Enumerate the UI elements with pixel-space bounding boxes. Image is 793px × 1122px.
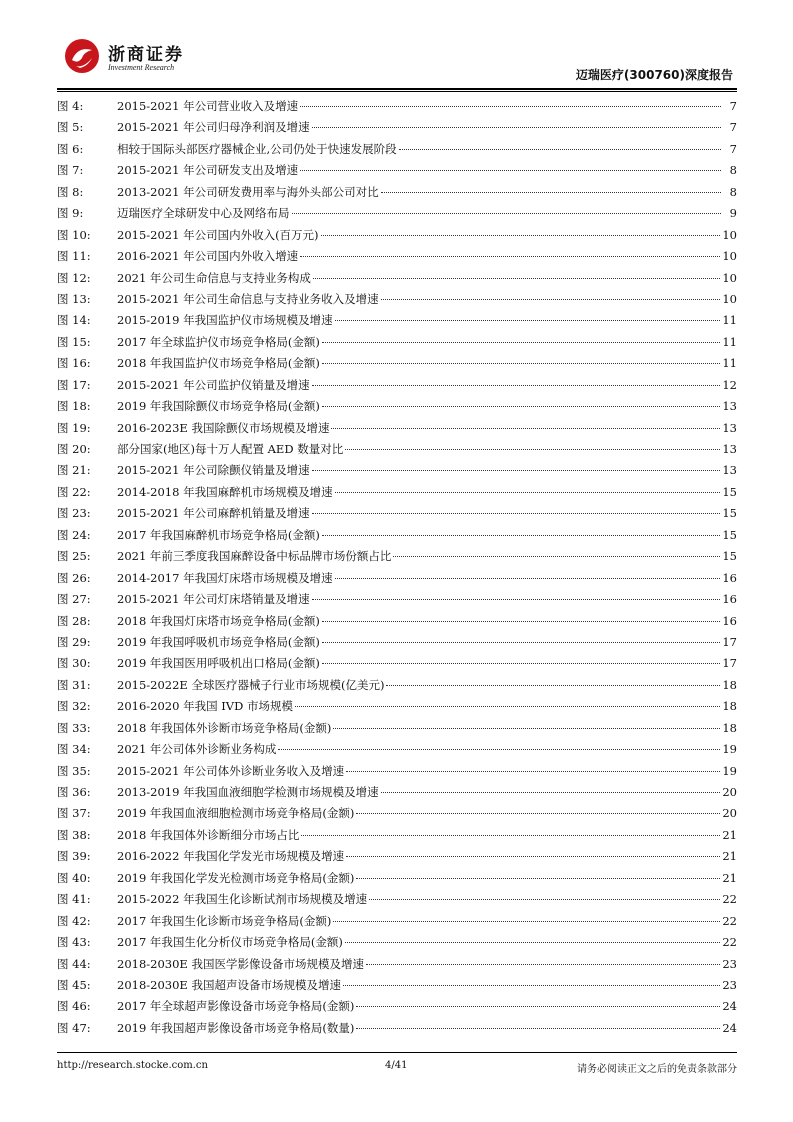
toc-page-number: 19 xyxy=(722,763,737,778)
toc-leader-dots xyxy=(300,170,721,171)
toc-figure-title: 2015-2021 年公司监护仪销量及增速 xyxy=(117,377,310,392)
toc-figure-number: 图 12: xyxy=(57,270,91,285)
toc-figure-number: 图 29: xyxy=(57,634,91,649)
toc-figure-number: 图 8: xyxy=(57,184,84,199)
toc-entry[interactable] xyxy=(57,977,737,998)
toc-entry[interactable] xyxy=(57,655,737,676)
toc-leader-dots xyxy=(346,771,720,772)
toc-figure-number: 图 5: xyxy=(57,120,84,135)
toc-figure-title: 2017 年我国麻醉机市场竞争格局(金额) xyxy=(117,527,320,542)
toc-leader-dots xyxy=(381,192,721,193)
toc-page-number: 24 xyxy=(722,1020,737,1035)
toc-figure-title: 2019 年我国除颤仪市场竞争格局(金额) xyxy=(117,399,320,414)
zheshang-logo-icon xyxy=(64,38,100,74)
toc-leader-dots xyxy=(292,213,722,214)
toc-entry[interactable] xyxy=(57,548,737,569)
toc-figure-number: 图 42: xyxy=(57,913,91,928)
toc-figure-title: 2017 年我国生化诊断市场竞争格局(金额) xyxy=(117,913,332,928)
toc-entry[interactable] xyxy=(57,441,737,462)
toc-figure-number: 图 13: xyxy=(57,291,91,306)
toc-entry[interactable] xyxy=(57,891,737,912)
toc-page-number: 18 xyxy=(722,677,737,692)
toc-page-number: 20 xyxy=(722,785,737,799)
toc-entry[interactable] xyxy=(57,698,737,719)
toc-entry[interactable] xyxy=(57,398,737,419)
toc-leader-dots xyxy=(301,835,720,836)
figure-index-list xyxy=(57,98,737,1041)
toc-leader-dots xyxy=(345,942,720,943)
toc-page-number: 21 xyxy=(722,849,737,864)
toc-entry[interactable] xyxy=(57,420,737,441)
toc-figure-title: 2015-2021 年公司国内外收入(百万元) xyxy=(117,227,319,242)
toc-figure-number: 图 27: xyxy=(57,592,91,607)
toc-leader-dots xyxy=(356,1006,720,1007)
toc-figure-title: 2017 年全球超声影像设备市场竞争格局(金额) xyxy=(117,999,355,1014)
toc-figure-number: 图 28: xyxy=(57,613,91,628)
toc-leader-dots xyxy=(345,449,720,450)
toc-entry[interactable] xyxy=(57,998,737,1019)
toc-figure-number: 图 16: xyxy=(57,356,91,371)
toc-leader-dots xyxy=(333,728,720,729)
toc-page-number: 23 xyxy=(722,956,737,971)
toc-figure-number: 图 33: xyxy=(57,720,91,735)
toc-page-number: 11 xyxy=(722,334,737,349)
toc-entry[interactable] xyxy=(57,956,737,977)
toc-page-number: 23 xyxy=(722,977,737,992)
page-header xyxy=(0,0,793,90)
header-divider-thin xyxy=(57,91,737,92)
toc-figure-title: 2021 年公司生命信息与支持业务构成 xyxy=(117,270,311,285)
toc-figure-number: 图 39: xyxy=(57,849,91,864)
toc-figure-title: 2019 年我国血液细胞检测市场竞争格局(金额) xyxy=(117,806,355,821)
toc-leader-dots xyxy=(312,599,721,600)
toc-page-number: 18 xyxy=(722,720,737,735)
toc-leader-dots xyxy=(322,535,720,536)
toc-figure-number: 图 24: xyxy=(57,527,91,542)
toc-figure-title: 2018-2030E 我国超声设备市场规模及增速 xyxy=(117,977,341,992)
toc-entry[interactable] xyxy=(57,848,737,869)
toc-figure-number: 图 31: xyxy=(57,677,91,692)
toc-figure-number: 图 43: xyxy=(57,935,91,950)
toc-entry[interactable] xyxy=(57,591,737,612)
toc-page-number: 15 xyxy=(722,506,737,521)
toc-page-number: 22 xyxy=(722,935,737,950)
toc-figure-number: 图 11: xyxy=(57,249,91,264)
toc-figure-title: 2014-2018 年我国麻醉机市场规模及增速 xyxy=(117,484,333,499)
toc-page-number: 17 xyxy=(722,634,737,649)
toc-figure-title: 2016-2020 年我国 IVD 市场规模 xyxy=(117,699,293,714)
page-number: 4/41 xyxy=(385,1060,408,1071)
toc-figure-number: 图 47: xyxy=(57,1020,91,1035)
toc-leader-dots xyxy=(381,792,721,793)
toc-page-number: 15 xyxy=(722,549,737,564)
toc-figure-title: 2018-2030E 我国医学影像设备市场规模及增速 xyxy=(117,956,364,971)
toc-figure-number: 图 46: xyxy=(57,999,91,1014)
toc-leader-dots xyxy=(300,106,721,107)
toc-page-number: 15 xyxy=(722,527,737,542)
toc-page-number: 18 xyxy=(722,699,737,714)
toc-figure-number: 图 6: xyxy=(57,141,84,156)
toc-page-number: 21 xyxy=(722,870,737,885)
toc-leader-dots xyxy=(322,406,720,407)
toc-entry[interactable] xyxy=(57,355,737,376)
toc-figure-title: 2013-2021 年公司研发费用率与海外头部公司对比 xyxy=(117,184,379,199)
toc-page-number: 7 xyxy=(729,141,737,156)
toc-figure-number: 图 22: xyxy=(57,484,91,499)
toc-page-number: 22 xyxy=(722,913,737,928)
toc-entry[interactable] xyxy=(57,677,737,698)
toc-page-number: 22 xyxy=(722,892,737,907)
toc-leader-dots xyxy=(312,385,721,386)
toc-page-number: 10 xyxy=(722,249,737,264)
toc-leader-dots xyxy=(312,513,721,514)
toc-entry[interactable] xyxy=(57,720,737,741)
toc-page-number: 13 xyxy=(722,399,737,414)
toc-page-number: 10 xyxy=(722,291,737,306)
toc-figure-title: 2015-2021 年公司研发支出及增速 xyxy=(117,163,299,178)
toc-leader-dots xyxy=(300,256,720,257)
toc-figure-number: 图 38: xyxy=(57,827,91,842)
toc-figure-number: 图 14: xyxy=(57,313,91,328)
toc-leader-dots xyxy=(386,685,720,686)
toc-figure-number: 图 41: xyxy=(57,892,91,907)
toc-entry[interactable] xyxy=(57,827,737,848)
toc-entry[interactable] xyxy=(57,527,737,548)
toc-leader-dots xyxy=(313,278,720,279)
toc-figure-number: 图 40: xyxy=(57,870,91,885)
toc-figure-number: 图 7: xyxy=(57,163,84,178)
toc-page-number: 7 xyxy=(729,99,737,113)
toc-entry[interactable] xyxy=(57,805,737,826)
toc-entry[interactable] xyxy=(57,291,737,312)
toc-leader-dots xyxy=(356,878,720,879)
toc-figure-number: 图 20: xyxy=(57,442,91,456)
toc-leader-dots xyxy=(322,363,720,364)
toc-figure-title: 2015-2021 年公司麻醉机销量及增速 xyxy=(117,506,310,521)
toc-page-number: 10 xyxy=(722,227,737,242)
toc-page-number: 16 xyxy=(722,613,737,628)
toc-page-number: 11 xyxy=(722,313,737,328)
toc-figure-title: 相较于国际头部医疗器械企业,公司仍处于快速发展阶段 xyxy=(117,141,397,156)
toc-entry[interactable] xyxy=(57,205,737,226)
toc-leader-dots xyxy=(322,663,720,664)
toc-page-number: 19 xyxy=(722,742,737,757)
toc-figure-title: 2018 年我国监护仪市场竞争格局(金额) xyxy=(117,356,320,371)
toc-entry[interactable] xyxy=(57,634,737,655)
toc-page-number: 16 xyxy=(722,592,737,607)
toc-figure-title: 2021 年公司体外诊断业务构成 xyxy=(117,742,277,757)
toc-page-number: 21 xyxy=(722,827,737,842)
toc-entry[interactable] xyxy=(57,505,737,526)
toc-figure-title: 2017 年全球监护仪市场竞争格局(金额) xyxy=(117,334,320,349)
toc-figure-number: 图 21: xyxy=(57,463,91,478)
toc-leader-dots xyxy=(369,899,720,900)
toc-figure-title: 2014-2017 年我国灯床塔市场规模及增速 xyxy=(117,570,333,585)
toc-page-number: 13 xyxy=(722,420,737,435)
toc-leader-dots xyxy=(322,642,720,643)
toc-figure-number: 图 23: xyxy=(57,506,91,521)
toc-entry[interactable] xyxy=(57,570,737,591)
toc-leader-dots xyxy=(295,706,720,707)
toc-figure-title: 2019 年我国超声影像设备市场竞争格局(数量) xyxy=(117,1020,355,1035)
footer-disclaimer: 请务必阅读正文之后的免责条款部分 xyxy=(577,1064,737,1075)
toc-entry[interactable] xyxy=(57,248,737,269)
toc-figure-title: 2015-2021 年公司营业收入及增速 xyxy=(117,99,299,113)
toc-entry[interactable] xyxy=(57,763,737,784)
toc-entry[interactable] xyxy=(57,741,737,762)
toc-leader-dots xyxy=(346,856,720,857)
toc-entry[interactable] xyxy=(57,462,737,483)
toc-page-number: 13 xyxy=(722,442,737,456)
toc-figure-number: 图 15: xyxy=(57,334,91,349)
toc-entry[interactable] xyxy=(57,98,737,119)
toc-figure-number: 图 36: xyxy=(57,785,91,799)
toc-entry[interactable] xyxy=(57,270,737,291)
brand-name-en: Investment Research xyxy=(108,63,175,72)
toc-figure-number: 图 25: xyxy=(57,549,91,564)
toc-figure-title: 2019 年我国医用呼吸机出口格局(金额) xyxy=(117,656,320,671)
toc-figure-title: 2019 年我国呼吸机市场竞争格局(金额) xyxy=(117,634,320,649)
toc-entry[interactable] xyxy=(57,141,737,162)
toc-page-number: 10 xyxy=(722,270,737,285)
toc-figure-title: 2018 年我国体外诊断市场竞争格局(金额) xyxy=(117,720,332,735)
toc-page-number: 8 xyxy=(729,184,737,199)
toc-figure-number: 图 17: xyxy=(57,377,91,392)
toc-figure-title: 2013-2019 年我国血液细胞学检测市场规模及增速 xyxy=(117,785,379,799)
toc-leader-dots xyxy=(343,985,720,986)
toc-leader-dots xyxy=(366,964,720,965)
header-divider xyxy=(57,88,737,90)
toc-page-number: 7 xyxy=(729,120,737,135)
toc-figure-number: 图 10: xyxy=(57,227,91,242)
toc-leader-dots xyxy=(322,342,720,343)
toc-leader-dots xyxy=(322,621,720,622)
toc-figure-title: 2015-2019 年我国监护仪市场规模及增速 xyxy=(117,313,333,328)
toc-figure-number: 图 19: xyxy=(57,420,91,435)
toc-figure-title: 2016-2022 年我国化学发光市场规模及增速 xyxy=(117,849,345,864)
toc-entry[interactable] xyxy=(57,913,737,934)
toc-figure-title: 2016-2023E 我国除颤仪市场规模及增速 xyxy=(117,420,330,435)
toc-entry[interactable] xyxy=(57,484,737,505)
toc-leader-dots xyxy=(312,470,721,471)
toc-figure-title: 2015-2021 年公司生命信息与支持业务收入及增速 xyxy=(117,291,379,306)
toc-page-number: 13 xyxy=(722,463,737,478)
toc-figure-title: 2015-2022 年我国生化诊断试剂市场规模及增速 xyxy=(117,892,368,907)
toc-entry[interactable] xyxy=(57,870,737,891)
toc-figure-title: 2015-2021 年公司灯床塔销量及增速 xyxy=(117,592,310,607)
toc-figure-title: 2015-2021 年公司归母净利润及增速 xyxy=(117,120,310,135)
toc-figure-number: 图 34: xyxy=(57,742,91,757)
toc-page-number: 24 xyxy=(722,999,737,1014)
toc-figure-number: 图 32: xyxy=(57,699,91,714)
toc-figure-number: 图 35: xyxy=(57,763,91,778)
report-title: 迈瑞医疗(300760)深度报告 xyxy=(575,68,733,82)
toc-figure-number: 图 45: xyxy=(57,977,91,992)
toc-figure-title: 2021 年前三季度我国麻醉设备中标品牌市场份额占比 xyxy=(117,549,392,564)
toc-leader-dots xyxy=(393,556,720,557)
toc-leader-dots xyxy=(333,921,720,922)
toc-leader-dots xyxy=(335,578,721,579)
toc-figure-title: 2018 年我国体外诊断细分市场占比 xyxy=(117,827,300,842)
toc-figure-number: 图 18: xyxy=(57,399,91,414)
toc-entry[interactable] xyxy=(57,119,737,140)
toc-page-number: 16 xyxy=(722,570,737,585)
toc-page-number: 20 xyxy=(722,806,737,821)
toc-page-number: 12 xyxy=(722,377,737,392)
toc-entry[interactable] xyxy=(57,334,737,355)
toc-figure-title: 2015-2021 年公司体外诊断业务收入及增速 xyxy=(117,763,345,778)
toc-page-number: 15 xyxy=(722,484,737,499)
toc-figure-title: 迈瑞医疗全球研发中心及网络布局 xyxy=(117,206,290,221)
toc-page-number: 8 xyxy=(729,163,737,178)
toc-figure-title: 2017 年我国生化分析仪市场竞争格局(金额) xyxy=(117,935,343,950)
toc-figure-title: 部分国家(地区)每十万人配置 AED 数量对比 xyxy=(117,442,344,456)
footer-url-link[interactable]: http://research.stocke.com.cn xyxy=(57,1060,208,1071)
toc-leader-dots xyxy=(335,492,721,493)
toc-leader-dots xyxy=(331,428,720,429)
toc-entry[interactable] xyxy=(57,784,737,805)
toc-figure-number: 图 4: xyxy=(57,99,84,113)
toc-figure-number: 图 9: xyxy=(57,206,84,221)
toc-entry[interactable] xyxy=(57,613,737,634)
toc-leader-dots xyxy=(335,320,721,321)
footer-divider xyxy=(57,1052,737,1053)
toc-entry[interactable] xyxy=(57,227,737,248)
toc-leader-dots xyxy=(356,813,720,814)
toc-figure-title: 2019 年我国化学发光检测市场竞争格局(金额) xyxy=(117,870,355,885)
toc-page-number: 11 xyxy=(722,356,737,371)
toc-figure-title: 2018 年我国灯床塔市场竞争格局(金额) xyxy=(117,613,320,628)
toc-page-number: 17 xyxy=(722,656,737,671)
toc-entry[interactable] xyxy=(57,162,737,183)
toc-entry[interactable] xyxy=(57,934,737,955)
toc-figure-title: 2015-2022E 全球医疗器械子行业市场规模(亿美元) xyxy=(117,677,385,692)
toc-figure-number: 图 44: xyxy=(57,956,91,971)
toc-leader-dots xyxy=(321,235,721,236)
toc-figure-number: 图 26: xyxy=(57,570,91,585)
toc-entry[interactable] xyxy=(57,377,737,398)
toc-entry[interactable] xyxy=(57,312,737,333)
toc-leader-dots xyxy=(381,299,721,300)
toc-figure-title: 2016-2021 年公司国内外收入增速 xyxy=(117,249,299,264)
toc-leader-dots xyxy=(356,1028,720,1029)
toc-entry[interactable] xyxy=(57,184,737,205)
toc-figure-number: 图 30: xyxy=(57,656,91,671)
toc-leader-dots xyxy=(312,127,721,128)
toc-leader-dots xyxy=(278,749,720,750)
toc-page-number: 9 xyxy=(729,206,737,221)
toc-figure-number: 图 37: xyxy=(57,806,91,821)
toc-figure-title: 2015-2021 年公司除颤仪销量及增速 xyxy=(117,463,310,478)
toc-leader-dots xyxy=(399,149,721,150)
toc-entry[interactable] xyxy=(57,1020,737,1041)
brand-name-cn: 浙商证券 xyxy=(108,45,184,65)
